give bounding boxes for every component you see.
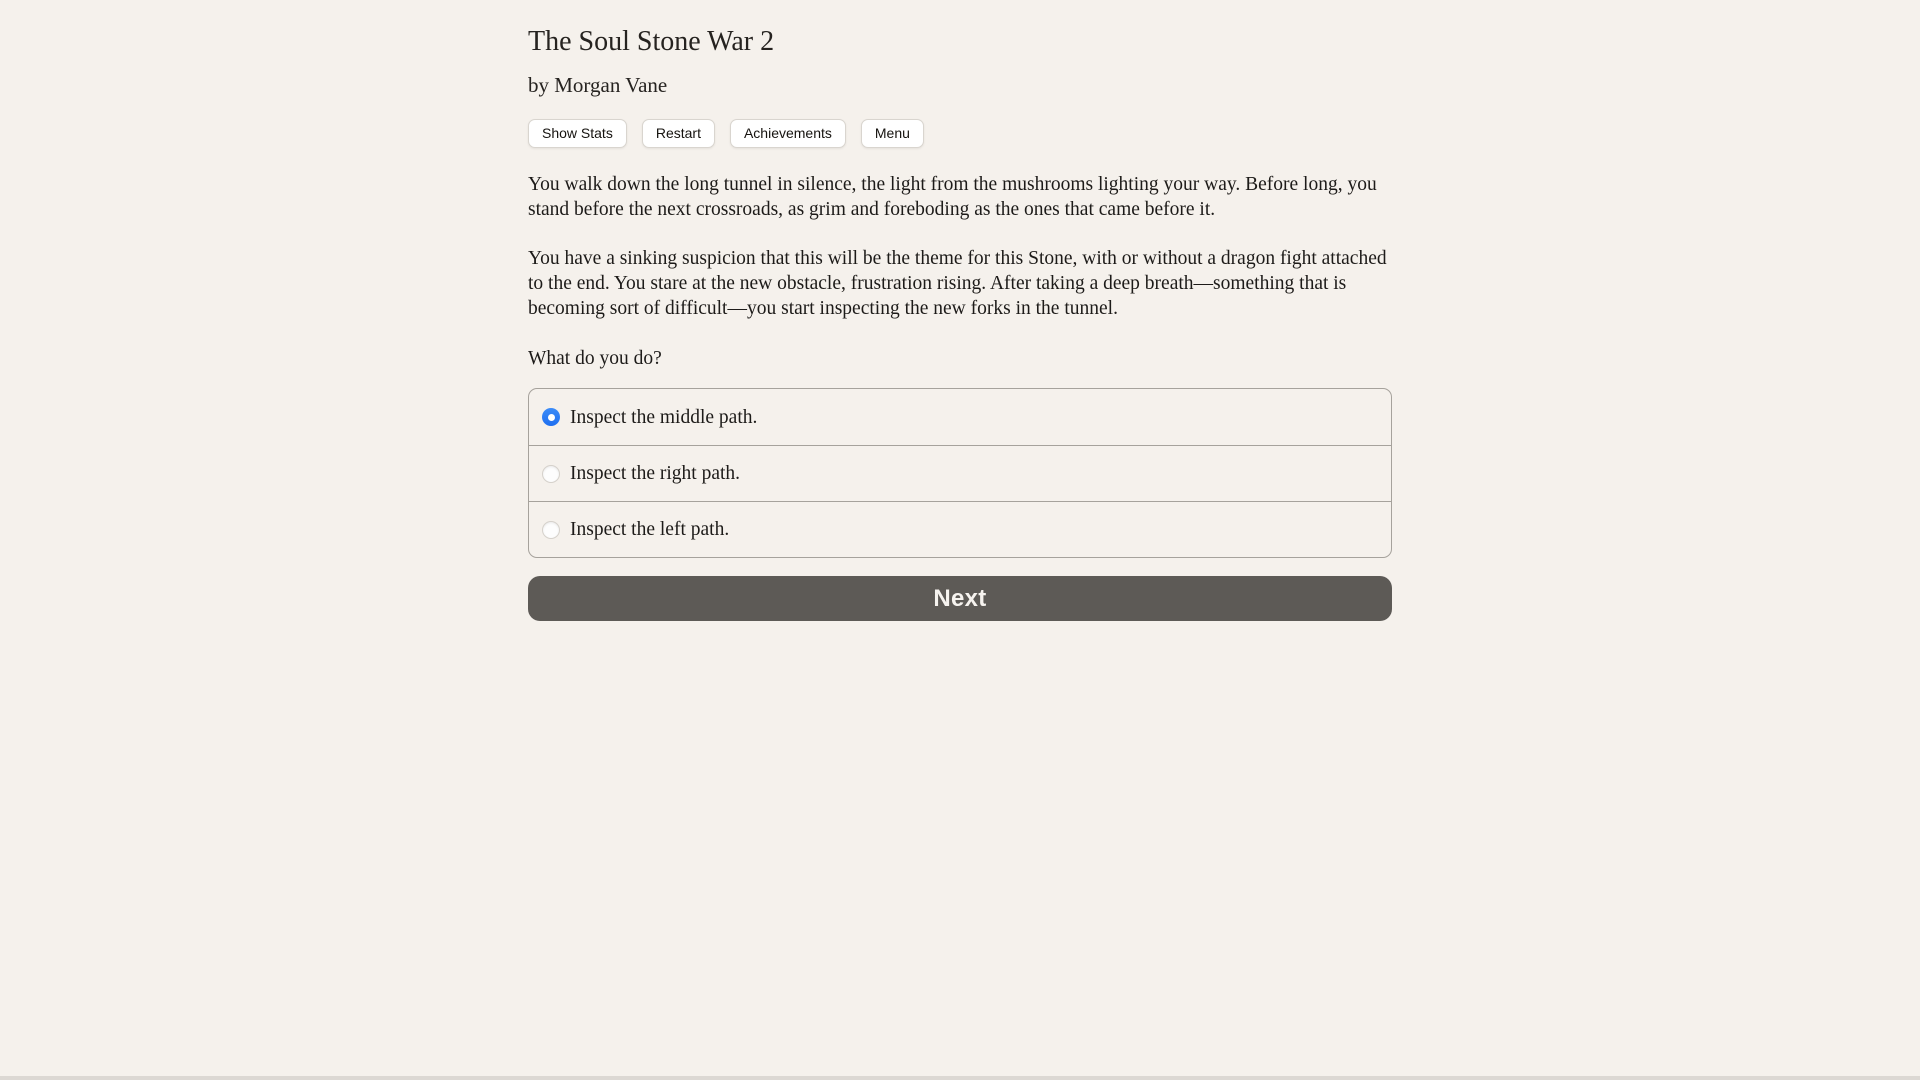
toolbar [528,119,1392,148]
story-paragraph: You walk down the long tunnel in silence, the light from the mushrooms lighting your way. Before long, you stand before the next crossroads, as grim and foreboding as the ones that came before it. [528,174,1377,221]
show-stats-button[interactable]: Show Stats [528,119,627,148]
story-paragraph: You have a sinking suspicion that this will be the theme for this Stone, with or without a dragon fight attached to the end. You stare at the new obstacle, frustration rising. After taking a deep breath—something that is becoming sort of difficult—you start inspecting the new forks in the tunnel. [528,248,1387,320]
radio-selected-icon[interactable] [542,408,560,426]
choice-label: Inspect the left path. [570,519,730,541]
bottom-edge-strip [0,1076,1920,1080]
choice-option-right-path[interactable] [529,445,1391,501]
radio-unselected-icon[interactable] [542,521,560,539]
story-prompt: What do you do? [528,348,662,370]
choice-label: Inspect the right path. [570,463,741,485]
byline: by Morgan Vane [528,73,668,98]
next-button[interactable]: Next [528,576,1392,621]
menu-button[interactable]: Menu [861,119,924,148]
choices-group [528,388,1392,558]
radio-unselected-icon[interactable] [542,465,560,483]
story-content [528,0,1392,621]
choice-option-middle-path[interactable] [529,389,1391,445]
choice-label: Inspect the middle path. [570,406,758,428]
choice-option-left-path[interactable] [529,501,1391,557]
page-title: The Soul Stone War 2 [528,26,775,57]
restart-button[interactable]: Restart [642,119,715,148]
achievements-button[interactable]: Achievements [730,119,846,148]
